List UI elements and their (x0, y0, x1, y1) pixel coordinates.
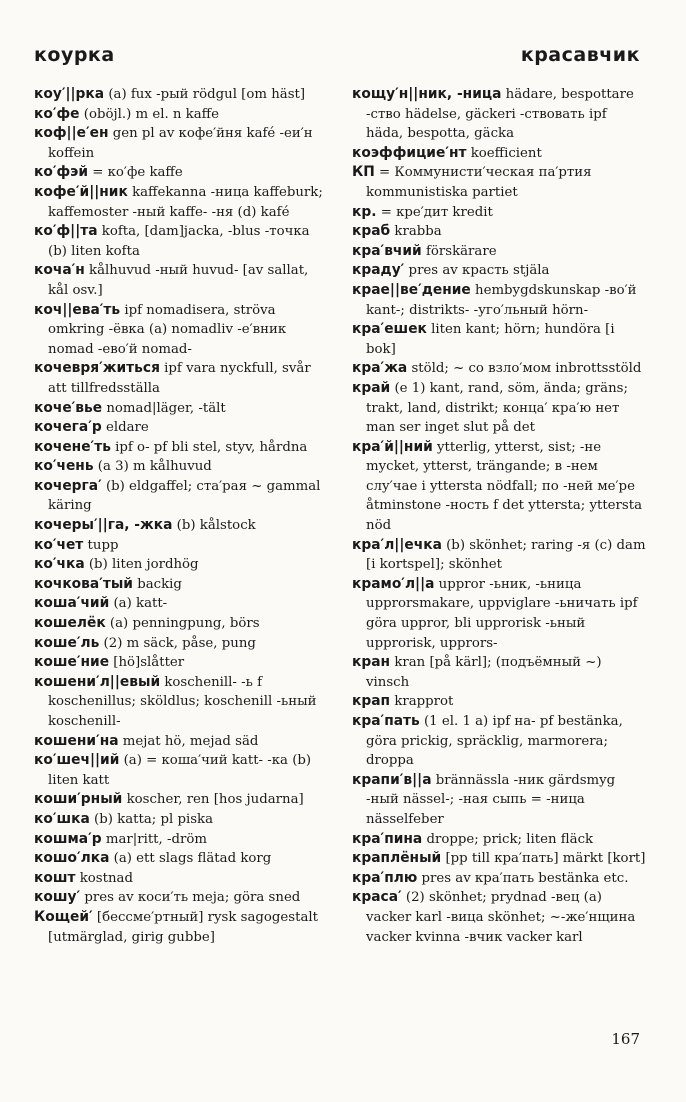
headword: кра′л||ечка (352, 536, 442, 553)
definition: (e 1) kant, rand, söm, ända; gräns; trakt, land, distrikt; конца′ кра′ю нет man ser inget slut på det (366, 380, 628, 436)
headword: кра′вчий (352, 242, 422, 259)
headword: кран (352, 654, 391, 671)
definition: backig (132, 576, 182, 592)
dictionary-entry (34, 575, 330, 595)
definition: gen pl av кофе′йня kafé -еи′н koffein (48, 126, 313, 161)
dictionary-entry (352, 203, 648, 223)
dictionary-entry (34, 790, 330, 810)
headword: кочерга′ (34, 477, 102, 494)
headword: КП (352, 164, 375, 181)
headword: кошелёк (34, 615, 106, 632)
headword: ко′фэй (34, 164, 89, 181)
headword: краплёный (352, 850, 442, 867)
dictionary-entry (352, 222, 648, 242)
dictionary-entry (34, 849, 330, 869)
dictionary-entry (352, 242, 648, 262)
definition: (a) katt- (109, 596, 168, 612)
definition: (2) skönhet; prydnad -вец (a) vacker karl -вица skönhet; ~-же′нщина vacker kvinna -вчик vacker karl (366, 890, 636, 945)
definition: liten kant; hörn; hundöra [i bok] (366, 322, 615, 357)
headword: кра′плю (352, 869, 418, 886)
definition: (a) fux -рый rödgul [om häst] (104, 87, 306, 102)
headword: краду′ (352, 262, 405, 279)
dictionary-entry (352, 712, 648, 771)
headword: ко′шеч||ий (34, 752, 120, 769)
headword: коше′ль (34, 634, 100, 651)
dictionary-entry (34, 673, 330, 732)
dictionary-entry (352, 653, 648, 692)
dictionary-entry (34, 124, 330, 163)
dictionary-entry (34, 869, 330, 889)
headword: кра′ешек (352, 321, 427, 338)
headword: ко′ф||та (34, 223, 98, 240)
dictionary-entry (352, 849, 648, 869)
dictionary-entry (34, 457, 330, 477)
headword: Кощей′ (34, 908, 93, 925)
headword: кочене′ть (34, 438, 111, 455)
dictionary-entry (34, 555, 330, 575)
definition: förskärare (421, 243, 497, 259)
definition: [pp till кра′пать] märkt [kort] (441, 851, 646, 867)
definition: pres av кра′пать bestänka etc. (417, 870, 629, 886)
dictionary-entry (34, 634, 330, 654)
dictionary-entry (34, 810, 330, 830)
definition: kran [på kärl]; (подъёмный ~) vinsch (366, 655, 602, 690)
headword: коч||ева′ть (34, 301, 121, 318)
definition: hädare, bespottare -ство hädelse, gäckeri -ствовать ipf häda, bespotta, gäcka (366, 87, 634, 142)
definition: ipf vara nyckfull, svår att tillfredsställa (48, 361, 311, 396)
definition: (b) liten jordhög (84, 557, 199, 573)
dictionary-entry (352, 85, 648, 144)
headword: крапи′в||а (352, 771, 432, 788)
dictionary-entry (352, 692, 648, 712)
headword: крап (352, 693, 391, 710)
dictionary-entry (34, 751, 330, 790)
dictionary-entry (34, 418, 330, 438)
headword: коша′чий (34, 595, 110, 612)
right-column (352, 85, 648, 947)
dictionary-entry (352, 281, 648, 320)
definition: stöld; ~ со взло′мом inbrottsstöld (407, 361, 642, 377)
dictionary-entry (352, 320, 648, 359)
definition: (a) ett slags flätad korg (109, 851, 272, 867)
page-number: 167 (611, 1030, 640, 1048)
definition: pres av коси′ть meja; göra sned (80, 890, 301, 906)
headword: коше′ние (34, 654, 110, 671)
dictionary-entry (34, 477, 330, 516)
dictionary-entry (352, 830, 648, 850)
dictionary-entry (34, 594, 330, 614)
headword: ко′чка (34, 556, 85, 573)
definition: kålhuvud -ный huvud- [av sallat, kål osv.] (48, 263, 309, 298)
dictionary-entry (34, 163, 330, 183)
headword: крамо′л||а (352, 575, 435, 592)
headword: кочкова′тый (34, 575, 133, 592)
left-column (34, 85, 330, 947)
definition: krabba (390, 224, 442, 240)
definition: koscher, ren [hos judarna] (122, 792, 304, 808)
headword: кочеры′||га, -жка (34, 517, 173, 534)
dictionary-entry (34, 614, 330, 634)
headword: краб (352, 223, 391, 240)
definition: [бессме′ртный] rysk sagogestalt [utmärglad, girig gubbe] (48, 909, 318, 945)
running-header (0, 0, 686, 80)
definition: ytterlig, ytterst, sist; -не mycket, ytterst, trängande; в -нем слу′чае i yttersta nödfall; по -ней ме′ре åtminstone -ность f det yttersta; yttersta nöd (366, 439, 643, 534)
definition: = Коммунисти′ческая па′ртия kommunistiska partiet (366, 165, 592, 200)
dictionary-entry (352, 379, 648, 438)
dictionary-entry (34, 399, 330, 419)
dictionary-entry (352, 869, 648, 889)
definition: eldare (101, 420, 149, 436)
headword: коче′вье (34, 399, 103, 416)
definition: koefficient (466, 145, 542, 161)
headword: кошени′л||евый (34, 673, 161, 690)
dictionary-entry (34, 908, 330, 947)
headword: ко′шка (34, 810, 90, 827)
definition: nomad|läger, -tält (102, 400, 226, 416)
dictionary-entry (34, 183, 330, 222)
dictionary-entry (34, 516, 330, 536)
definition: (b) eldgaffel; ста′рая ~ gammal käring (48, 478, 321, 514)
dictionary-entry (34, 222, 330, 261)
headword: кошо′лка (34, 850, 110, 867)
headword: ко′чет (34, 536, 84, 553)
headword: кошени′на (34, 732, 119, 749)
definition: (b) kålstock (172, 518, 256, 534)
headword: кочега′р (34, 419, 102, 436)
dictionary-entry (352, 536, 648, 575)
dictionary-entry (34, 438, 330, 458)
definition: mar|ritt, -dröm (101, 831, 207, 847)
headword: кофе′й||ник (34, 183, 128, 200)
dictionary-entry (34, 261, 330, 300)
dictionary-entry (34, 359, 330, 398)
headword: кра′пать (352, 713, 420, 729)
definition: mejat hö, mejad säd (118, 733, 259, 749)
definition: = кре′дит kredit (376, 204, 493, 220)
headword: кошма′р (34, 830, 102, 847)
definition: (2) m säck, påse, pung (99, 635, 256, 651)
dictionary-entry (34, 105, 330, 125)
dictionary-entry (352, 144, 648, 164)
headword: коши′рный (34, 791, 123, 808)
definition: (b) skönhet; raring -я (c) dam [i kortspel]; skönhet (366, 537, 646, 573)
definition: (b) katta; pl piska (89, 811, 214, 827)
definition: kostnad (75, 870, 133, 886)
headword: коф||е′ен (34, 125, 109, 142)
headword: кочевря′житься (34, 360, 160, 377)
definition: = ко′фе kaffe (88, 165, 183, 181)
dictionary-entry (34, 301, 330, 360)
definition: kaffekanna -ница kaffeburk; kaffemoster -ный kaffe- -ня (d) kafé (48, 184, 323, 220)
dictionary-entry (352, 575, 648, 653)
dictionary-entry (34, 536, 330, 556)
headword: коу′||рка (34, 86, 105, 102)
headword: кра′жа (352, 360, 408, 377)
definition: [hö]slåtter (109, 655, 185, 671)
definition: (1 el. 1 a) ipf на- pf bestänka, göra prickig, spräcklig, marmorera; droppa (366, 714, 623, 769)
dictionary-entry (34, 653, 330, 673)
definition: (oböjl.) m el. n kaffe (79, 106, 219, 122)
definition: kofta, [dam]jacka, -blus -точка (b) liten kofta (48, 224, 310, 259)
dictionary-entry (352, 438, 648, 536)
headword: краса′ (352, 889, 402, 906)
headword: кр. (352, 203, 377, 220)
headword: кощу′н||ник, -ница (352, 86, 502, 102)
dictionary-entry (352, 359, 648, 379)
headword: край (352, 379, 391, 396)
definition: uppror -ьник, -ьница upprorsmakare, uppviglare -ьничать ipf göra uppror, bli upprorisk -ьный upprorisk, upprors- (366, 576, 638, 651)
headword: кра′й||ний (352, 438, 433, 455)
definition: ipf о- pf bli stel, styv, hårdna (110, 439, 308, 455)
definition: koschenill- -ь f koschenillus; sköldlus; koschenill -ьный koschenill- (48, 674, 317, 729)
headword: крае||ве′дение (352, 281, 471, 298)
guide-word-left: коурка (34, 44, 115, 66)
dictionary-entry (34, 732, 330, 752)
definition: pres av красть stjäla (404, 263, 550, 279)
definition: droppe; prick; liten fläck (422, 831, 594, 847)
definition: brännässla -ник gärdsmyg -ный nässel-; -ная сыпь = -ница nässelfeber (366, 772, 616, 827)
definition: (a) penningpung, börs (105, 616, 260, 632)
definition: krapprot (390, 694, 454, 710)
headword: кошт (34, 869, 76, 886)
guide-word-right: красавчик (520, 44, 640, 66)
definition: hembygdskunskap -во′й kant-; distrikts- -уго′льный hörn- (366, 282, 637, 318)
headword: кошу′ (34, 889, 81, 906)
headword: коча′н (34, 262, 85, 279)
dictionary-entry (352, 771, 648, 830)
definition: (a) = коша′чий katt- -ка (b) liten katt (48, 753, 312, 788)
headword: коэффицие′нт (352, 144, 467, 161)
headword: кра′пина (352, 830, 423, 847)
dictionary-entry (34, 85, 330, 105)
definition: ipf nomadisera, ströva omkring -ёвка (a) nomadliv -е′вник nomad -ево′й nomad- (48, 302, 287, 357)
dictionary-entry (352, 163, 648, 202)
headword: ко′чень (34, 458, 94, 475)
definition: (a 3) m kålhuvud (93, 459, 212, 475)
dictionary-entry (34, 888, 330, 908)
dictionary-entry (352, 261, 648, 281)
headword: ко′фе (34, 105, 80, 122)
definition: tupp (83, 537, 119, 553)
dictionary-entry (34, 830, 330, 850)
dictionary-entry (352, 888, 648, 947)
